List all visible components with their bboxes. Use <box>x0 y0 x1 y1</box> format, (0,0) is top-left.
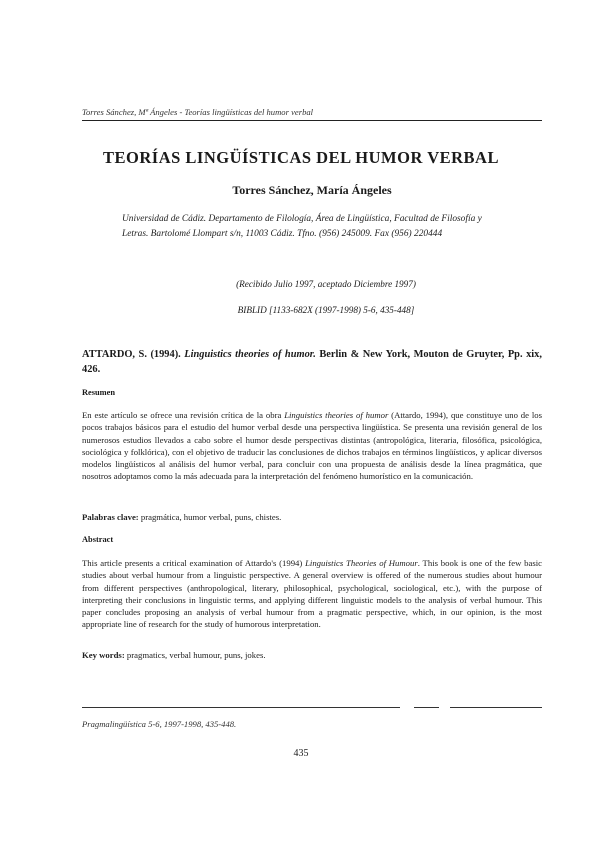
author-name: Torres Sánchez, María Ángeles <box>232 183 392 197</box>
palabras-clave-label: Palabras clave: <box>82 512 139 522</box>
abstract-italic-title: Linguistics Theories of Humour <box>305 558 418 568</box>
key-words <box>82 650 542 660</box>
resumen-text-part: En este artículo se ofrece una revisión crítica de la obra <box>82 410 285 420</box>
resumen-italic-title: Linguistics theories of humor <box>284 410 389 420</box>
article-title: TEORÍAS LINGÜÍSTICAS DEL HUMOR VERBAL <box>103 148 499 167</box>
key-words-text: pragmatics, verbal humour, puns, jokes. <box>126 650 266 660</box>
author-affiliation: Universidad de Cádiz. Departamento de Filología, Área de Lingüística, Facultad de Filosofía y Letras. Bartolomé Llompart s/n, 11003 Cádiz. Tfno. (956) 245009. Fax (956) 220444 <box>122 214 482 239</box>
running-head: Torres Sánchez, Mª Ángeles - Teorías lingüísticas del humor verbal <box>82 107 314 117</box>
journal-footnote: Pragmalingüística 5-6, 1997-1998, 435-448. <box>82 719 237 729</box>
abstract-text-part: This article presents a critical examination of Attardo's (1994) <box>82 558 306 568</box>
resumen-text <box>82 409 542 483</box>
page-number: 435 <box>293 748 309 759</box>
footer-rule-segment <box>450 707 542 708</box>
footer-rule <box>82 707 400 708</box>
resumen-heading: Resumen <box>82 388 116 397</box>
reference-author-year: ATTARDO, S. (1994). <box>82 349 181 360</box>
footer-rule-segment <box>414 707 439 708</box>
header-rule <box>82 120 542 121</box>
abstract-heading: Abstract <box>82 535 114 544</box>
biblid-reference: BIBLID [1133-682X (1997-1998) 5-6, 435-448] <box>237 305 415 315</box>
palabras-clave <box>82 512 542 522</box>
reference-publication: Berlin & New York, Mouton de Gruyter, Pp. xix, 426. <box>82 349 542 375</box>
abstract-text <box>82 557 542 631</box>
palabras-clave-text: pragmática, humor verbal, puns, chistes. <box>140 512 282 522</box>
reviewed-book-reference <box>82 347 542 377</box>
reference-book-title: Linguistics theories of humor. <box>184 349 316 360</box>
abstract-text-part: . This book is one of the few basic studies about verbal humour from a linguistic perspective. A general overview is offered of the numerous studies about humour from different perspectives (anthropological, literary, philosophical, psychological, sociological, etc.), with the purpose of interpreting their conclusions in linguistic terms, and applying different linguistic models to the analysis of verbal humour. This paper concludes proposing an analysis of verbal humour from a pragmatic perspective, which, in our opinion, is the most appropriate line of research for the study of humorous interpretation. <box>82 558 543 630</box>
resumen-text-part: (Attardo, 1994), que constituye uno de los pocos trabajos básicos para el estudio del humor verbal desde una perspectiva lingüística. Se presenta una revisión general de los numerosos estudios llevados a cabo sobre el humor desde perspectivas distintas (antropológica, literaria, filosófica, psicológica, sociológica y folklórica), con el objetivo de traducir las conclusiones de dichos trabajos en términos lingüísticos, y aplicar diversos modelos lingüísticos al análisis del humor verbal, para concluir con una propuesta de análisis desde la línea pragmática, que nosotros adoptamos como la más adecuada para la interpretación del fenómeno humorístico en la comunicación. <box>82 410 542 482</box>
received-dates: (Recibido Julio 1997, aceptado Diciembre 1997) <box>236 279 416 289</box>
key-words-label: Key words: <box>82 650 125 660</box>
